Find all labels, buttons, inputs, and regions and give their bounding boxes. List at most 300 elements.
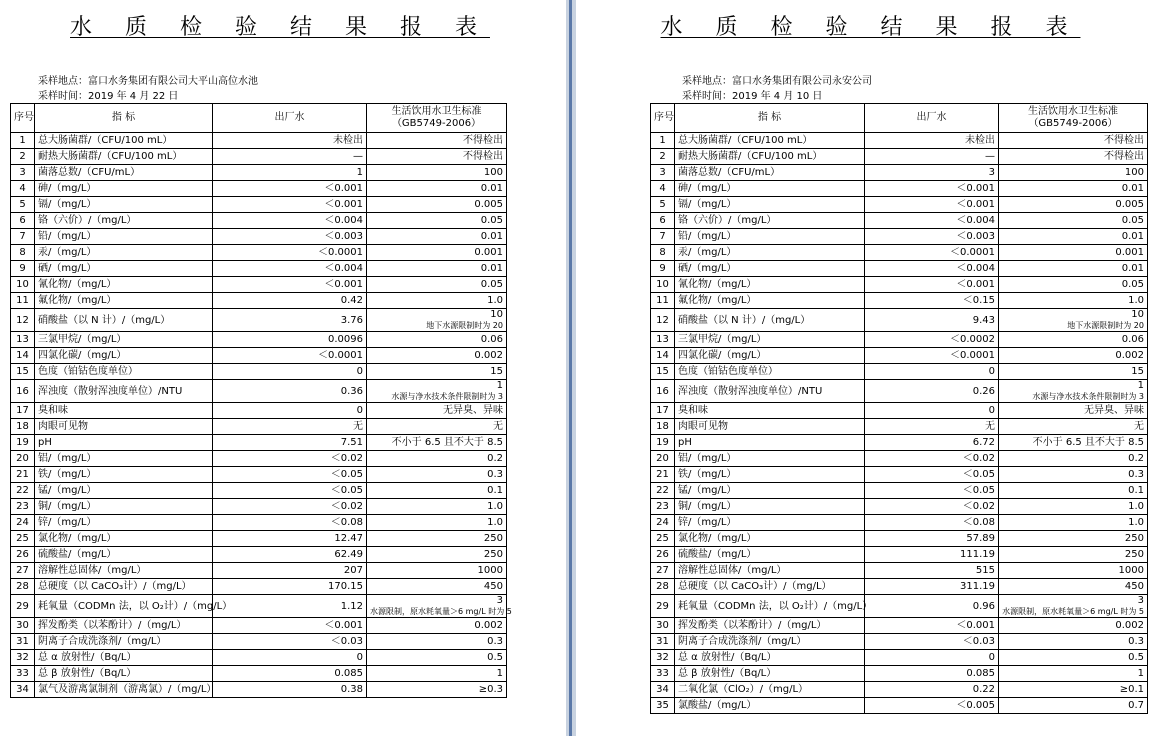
row-value-text: 515	[975, 564, 995, 576]
row-number	[651, 149, 675, 165]
row-number	[11, 364, 35, 380]
row-value	[213, 563, 367, 579]
row-value	[865, 579, 999, 595]
row-indicator-text: 镉/（mg/L）	[38, 198, 97, 210]
row-number-text: 21	[16, 468, 29, 480]
row-standard-text: 无异臭、异味	[443, 404, 503, 416]
row-number	[651, 499, 675, 515]
row-value	[865, 483, 999, 499]
row-value-text: ＜0.0001	[318, 349, 363, 361]
row-indicator	[675, 197, 865, 213]
row-standard	[367, 133, 507, 149]
row-standard	[367, 499, 507, 515]
row-standard-text: ≥0.3	[478, 683, 503, 695]
row-indicator-text: 锰/（mg/L）	[678, 484, 737, 496]
row-indicator-text: 总 α 放射性/（Bq/L）	[38, 651, 137, 663]
row-value-text: 6.72	[972, 436, 995, 448]
row-standard	[367, 348, 507, 364]
row-indicator-text: 溶解性总固体/（mg/L）	[38, 564, 147, 576]
row-standard	[999, 364, 1148, 380]
table-row	[651, 133, 1148, 149]
row-number	[11, 197, 35, 213]
row-indicator-text: 锌/（mg/L）	[38, 516, 97, 528]
row-number	[11, 483, 35, 499]
row-standard-text: 0.2	[487, 452, 503, 464]
report-title: 水 质 检 验 结 果 报 表	[70, 15, 490, 40]
row-value	[213, 634, 367, 650]
row-standard	[999, 133, 1148, 149]
row-indicator	[675, 403, 865, 419]
table-row	[651, 213, 1148, 229]
row-value	[213, 403, 367, 419]
row-value	[213, 650, 367, 666]
row-indicator-text: 总硬度（以 CaCO₃计）/（mg/L）	[678, 580, 832, 592]
row-number-text: 31	[656, 635, 669, 647]
row-value-text: ＜0.001	[956, 198, 995, 210]
row-value	[865, 229, 999, 245]
row-value-text: ＜0.001	[956, 182, 995, 194]
row-indicator-text: 浑浊度（散射浑浊度单位）/NTU	[38, 385, 183, 397]
row-standard	[367, 483, 507, 499]
table-row	[651, 348, 1148, 364]
row-number-text: 15	[656, 365, 669, 377]
row-number	[651, 348, 675, 364]
row-indicator	[35, 181, 213, 197]
row-value-text: ＜0.0002	[950, 333, 995, 345]
row-value	[213, 348, 367, 364]
row-standard	[999, 165, 1148, 181]
row-indicator	[35, 332, 213, 348]
row-indicator-text: 臭和味	[38, 404, 68, 416]
row-indicator	[35, 515, 213, 531]
row-value-text: ＜0.15	[962, 294, 995, 306]
row-number-text: 1	[659, 134, 666, 146]
row-value-text: ＜0.05	[962, 484, 995, 496]
row-value-text: —	[985, 150, 995, 162]
table-row	[651, 563, 1148, 579]
row-number-text: 3	[659, 166, 666, 178]
row-number	[651, 563, 675, 579]
table-row	[11, 451, 507, 467]
row-number	[11, 618, 35, 634]
row-value-text: 0.22	[972, 683, 995, 695]
row-indicator	[675, 332, 865, 348]
row-value-text: 0	[356, 404, 363, 416]
row-number-text: 22	[16, 484, 29, 496]
row-number-text: 11	[656, 294, 669, 306]
row-number-text: 8	[659, 246, 666, 258]
row-number-text: 11	[16, 294, 29, 306]
row-standard	[999, 403, 1148, 419]
row-standard-text: 0.06	[480, 333, 503, 345]
row-standard	[999, 419, 1148, 435]
table-row	[651, 435, 1148, 451]
row-number	[651, 419, 675, 435]
row-indicator	[675, 451, 865, 467]
row-standard-text: 0.002	[474, 619, 503, 631]
row-standard	[999, 547, 1148, 563]
row-standard	[999, 682, 1148, 698]
standard-note: 水源限制，原水耗氧量＞6 mg/L 时为 5	[370, 607, 512, 616]
table-row	[11, 364, 507, 380]
table-row	[651, 277, 1148, 293]
sampling-time: 采样时间：2019 年 4 月 10 日	[682, 91, 823, 102]
row-value	[213, 277, 367, 293]
row-indicator	[675, 149, 865, 165]
row-number	[651, 277, 675, 293]
row-value-text: 57.89	[966, 532, 995, 544]
row-standard	[367, 595, 512, 618]
row-standard	[367, 309, 507, 332]
row-number	[651, 181, 675, 197]
row-indicator-text: 铬（六价）/（mg/L）	[678, 214, 777, 226]
row-number-text: 7	[659, 230, 666, 242]
row-indicator	[675, 435, 865, 451]
row-value-text: ＜0.003	[956, 230, 995, 242]
row-standard	[999, 213, 1148, 229]
row-number-text: 25	[656, 532, 669, 544]
table-row	[11, 309, 507, 332]
row-standard	[999, 149, 1148, 165]
row-indicator	[35, 261, 213, 277]
row-number-text: 14	[16, 349, 29, 361]
row-indicator-text: 二氧化氯（ClO₂）/（mg/L）	[678, 683, 809, 695]
row-number-text: 31	[16, 635, 29, 647]
row-number	[11, 165, 35, 181]
row-number-text: 10	[16, 278, 29, 290]
row-standard-text: 1	[496, 667, 503, 679]
row-number-text: 16	[656, 385, 669, 397]
table-row	[651, 618, 1148, 634]
row-value	[213, 261, 367, 277]
row-indicator	[675, 277, 865, 293]
row-value	[213, 435, 367, 451]
row-standard-text: 0.01	[1121, 230, 1144, 242]
table-row	[651, 547, 1148, 563]
row-number	[651, 435, 675, 451]
row-number-text: 30	[16, 619, 29, 631]
row-value-text: ＜0.05	[962, 468, 995, 480]
row-number	[11, 133, 35, 149]
row-value	[865, 682, 999, 698]
row-number-text: 29	[656, 600, 669, 612]
row-standard-text: 0.06	[1121, 333, 1144, 345]
row-number-text: 18	[16, 420, 29, 432]
row-number-text: 21	[656, 468, 669, 480]
row-indicator-text: 硒/（mg/L）	[38, 262, 97, 274]
table-row	[11, 483, 507, 499]
row-number	[651, 634, 675, 650]
row-number-text: 33	[656, 667, 669, 679]
row-value-text: ＜0.004	[324, 214, 363, 226]
row-value-text: 0.085	[334, 667, 363, 679]
row-indicator	[675, 579, 865, 595]
row-indicator	[675, 245, 865, 261]
row-value-text: 3	[988, 166, 995, 178]
header-no: 序号	[651, 104, 675, 133]
table-row	[651, 332, 1148, 348]
results-table	[650, 103, 1148, 714]
row-value	[213, 682, 367, 698]
report-title: 水 质 检 验 结 果 报 表	[660, 15, 1081, 40]
row-number	[11, 229, 35, 245]
row-indicator-text: 挥发酚类（以苯酚计）/（mg/L）	[678, 619, 827, 631]
row-standard-text: 250	[1124, 532, 1144, 544]
table-row	[651, 229, 1148, 245]
row-indicator-text: 色度（铂钴色度单位）	[38, 365, 138, 377]
row-number-text: 12	[16, 314, 29, 326]
row-value	[865, 348, 999, 364]
row-number-text: 2	[19, 150, 26, 162]
row-standard-text: 无异臭、异味	[1084, 404, 1144, 416]
row-value	[213, 245, 367, 261]
row-standard-text: 0.7	[1128, 699, 1144, 711]
row-number	[11, 277, 35, 293]
row-standard	[367, 451, 507, 467]
row-indicator-text: 铬（六价）/（mg/L）	[38, 214, 137, 226]
row-indicator	[35, 213, 213, 229]
table-body	[651, 133, 1148, 714]
row-standard	[999, 618, 1148, 634]
row-value-text: —	[353, 150, 363, 162]
row-number-text: 13	[656, 333, 669, 345]
row-value	[865, 181, 999, 197]
row-value-text: ＜0.0001	[950, 246, 995, 258]
row-value	[865, 213, 999, 229]
row-indicator	[675, 181, 865, 197]
results-table	[10, 103, 512, 698]
table-row	[651, 197, 1148, 213]
row-standard	[367, 579, 507, 595]
row-value-text: 0	[356, 365, 363, 377]
row-indicator-text: 砷/（mg/L）	[678, 182, 737, 194]
report-page-left	[0, 0, 560, 736]
row-number	[11, 213, 35, 229]
row-standard	[999, 309, 1148, 332]
row-value-text: 0.085	[966, 667, 995, 679]
row-standard-text: 无	[1134, 420, 1144, 432]
row-standard	[999, 277, 1148, 293]
row-standard-text: 1	[496, 380, 503, 391]
header-item: 指 标	[675, 104, 865, 133]
row-number-text: 22	[656, 484, 669, 496]
row-number	[651, 332, 675, 348]
row-standard-text: 15	[490, 365, 503, 377]
row-standard-text: 0.2	[1128, 452, 1144, 464]
row-number	[651, 467, 675, 483]
row-standard-text: ≥0.1	[1119, 683, 1144, 695]
row-value	[865, 435, 999, 451]
row-value-text: 0.26	[972, 385, 995, 397]
row-indicator-text: 肉眼可见物	[678, 420, 728, 432]
row-standard	[999, 698, 1148, 714]
table-row	[11, 229, 507, 245]
row-standard	[999, 634, 1148, 650]
row-standard-text: 0.005	[474, 198, 503, 210]
row-number	[11, 245, 35, 261]
row-value-text: 0.96	[972, 600, 995, 612]
row-number-text: 33	[16, 667, 29, 679]
row-value	[213, 181, 367, 197]
row-number-text: 3	[19, 166, 26, 178]
row-value	[213, 149, 367, 165]
row-indicator-text: 耐热大肠菌群/（CFU/100 mL）	[678, 150, 823, 162]
row-number-text: 2	[659, 150, 666, 162]
row-indicator	[675, 666, 865, 682]
row-indicator	[675, 165, 865, 181]
row-indicator	[675, 595, 873, 618]
row-indicator	[675, 293, 865, 309]
row-number-text: 28	[16, 580, 29, 592]
row-standard-text: 1000	[1118, 564, 1144, 576]
table-row	[651, 245, 1148, 261]
row-standard	[367, 682, 507, 698]
row-standard	[367, 380, 507, 403]
row-number-text: 23	[16, 500, 29, 512]
row-value-text: ＜0.02	[330, 452, 363, 464]
row-value	[213, 515, 367, 531]
row-number	[11, 666, 35, 682]
row-indicator	[675, 483, 865, 499]
row-indicator	[675, 682, 865, 698]
row-number-text: 34	[656, 683, 669, 695]
row-standard-text: 1	[1137, 380, 1144, 391]
row-value	[865, 451, 999, 467]
row-number	[11, 563, 35, 579]
row-standard-text: 0.002	[1115, 619, 1144, 631]
table-row	[11, 618, 507, 634]
row-standard-text: 0.002	[1115, 349, 1144, 361]
row-indicator-text: 铜/（mg/L）	[38, 500, 97, 512]
table-row	[651, 451, 1148, 467]
row-number-text: 29	[16, 600, 29, 612]
row-value	[213, 332, 367, 348]
row-standard-text: 0.01	[1121, 182, 1144, 194]
row-indicator	[675, 563, 865, 579]
row-value-text: ＜0.02	[962, 452, 995, 464]
row-number-text: 13	[16, 333, 29, 345]
table-row	[651, 364, 1148, 380]
row-number-text: 5	[19, 198, 26, 210]
row-value-text: ＜0.08	[330, 516, 363, 528]
row-indicator	[675, 467, 865, 483]
table-body	[11, 133, 512, 698]
row-number	[651, 245, 675, 261]
row-number-text: 10	[656, 278, 669, 290]
row-number-text: 27	[16, 564, 29, 576]
row-standard-text: 1.0	[1128, 516, 1144, 528]
row-standard	[999, 650, 1148, 666]
row-indicator-text: 四氯化碳/（mg/L）	[678, 349, 767, 361]
row-indicator	[35, 483, 213, 499]
row-indicator	[35, 682, 217, 698]
row-value-text: ＜0.02	[962, 500, 995, 512]
row-value-text: 1.12	[340, 600, 363, 612]
row-value	[213, 419, 367, 435]
row-standard-text: 不小于 6.5 且不大于 8.5	[1032, 436, 1144, 448]
row-value-text: 0.42	[340, 294, 363, 306]
table-row	[651, 579, 1148, 595]
row-indicator	[35, 451, 213, 467]
row-value-text: 0.38	[340, 683, 363, 695]
table-header-row	[651, 104, 1148, 133]
table-row	[651, 380, 1148, 403]
row-number	[651, 309, 675, 332]
header-item: 指 标	[35, 104, 213, 133]
row-standard	[999, 483, 1148, 499]
row-standard	[999, 261, 1148, 277]
row-standard-text: 0.5	[1128, 651, 1144, 663]
row-number-text: 12	[656, 314, 669, 326]
table-row	[651, 531, 1148, 547]
row-standard	[367, 364, 507, 380]
row-standard	[367, 563, 507, 579]
standard-note: 水源与净水技术条件限制时为 3	[391, 392, 503, 401]
table-row	[11, 380, 507, 403]
row-value-text: 62.49	[334, 548, 363, 560]
row-value-text: 1	[356, 166, 363, 178]
row-value	[865, 618, 999, 634]
row-value	[865, 245, 999, 261]
row-number	[651, 618, 675, 634]
row-standard-text: 1.0	[487, 294, 503, 306]
row-number	[651, 531, 675, 547]
row-standard-text: 不得检出	[463, 134, 503, 146]
row-indicator-text: 铅/（mg/L）	[38, 230, 97, 242]
page-divider	[566, 0, 576, 736]
row-number	[651, 579, 675, 595]
row-number-text: 6	[19, 214, 26, 226]
row-number	[11, 531, 35, 547]
row-indicator-text: 铁/（mg/L）	[678, 468, 737, 480]
row-indicator-text: 铜/（mg/L）	[678, 500, 737, 512]
row-indicator	[675, 618, 865, 634]
row-value	[213, 579, 367, 595]
table-row	[651, 483, 1148, 499]
row-indicator	[35, 293, 213, 309]
row-indicator-text: 耗氧量（CODMn 法，以 O₂计）/（mg/L）	[38, 600, 233, 612]
row-indicator	[675, 229, 865, 245]
row-indicator-text: 硝酸盐（以 N 计）/（mg/L）	[38, 314, 171, 326]
row-indicator-text: 氯化物/（mg/L）	[678, 532, 757, 544]
row-indicator	[35, 133, 213, 149]
row-indicator-text: 汞/（mg/L）	[678, 246, 737, 258]
row-value	[213, 618, 367, 634]
row-number-text: 18	[656, 420, 669, 432]
row-standard	[367, 650, 507, 666]
row-value	[865, 133, 999, 149]
row-number-text: 14	[656, 349, 669, 361]
row-standard	[367, 277, 507, 293]
row-value-text: ＜0.03	[962, 635, 995, 647]
row-value	[865, 261, 999, 277]
row-number	[11, 499, 35, 515]
row-indicator-text: 溶解性总固体/（mg/L）	[678, 564, 787, 576]
row-value-text: ＜0.02	[330, 500, 363, 512]
row-value	[213, 213, 367, 229]
row-value	[865, 515, 999, 531]
table-row	[11, 595, 507, 618]
row-value-text: 12.47	[334, 532, 363, 544]
row-standard-text: 250	[1124, 548, 1144, 560]
standard-note: 地下水源限制时为 20	[1067, 321, 1144, 330]
row-indicator	[35, 579, 213, 595]
row-value	[865, 666, 999, 682]
row-number	[11, 451, 35, 467]
row-number	[651, 515, 675, 531]
row-indicator-text: 氰化物/（mg/L）	[678, 278, 757, 290]
table-row	[651, 595, 1148, 618]
